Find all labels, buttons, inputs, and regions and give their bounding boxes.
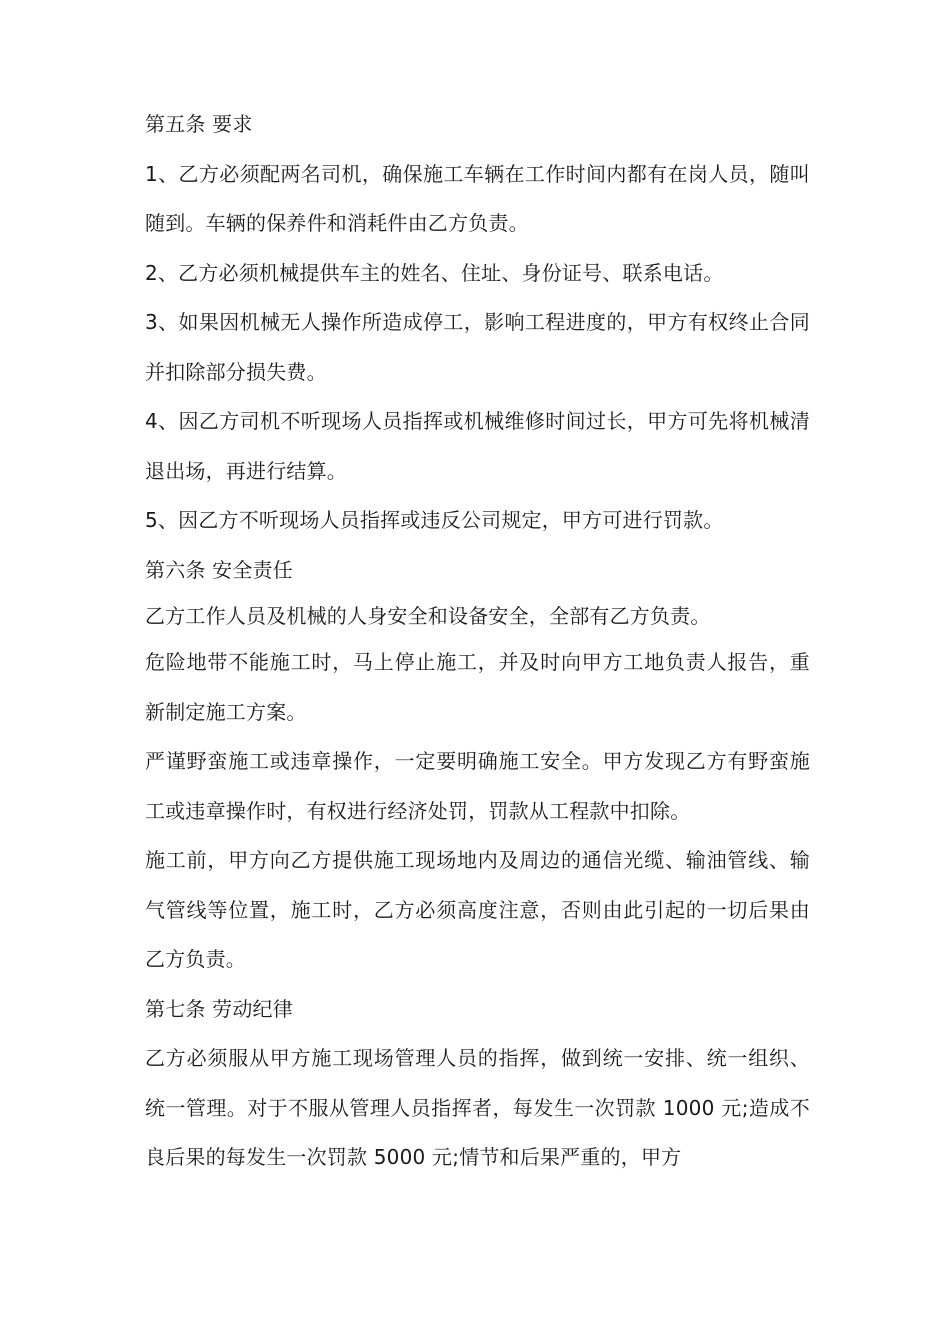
section-heading-5: 第五条 要求 xyxy=(145,112,253,136)
safety-paragraph-4: 施工前，甲方向乙方提供施工现场地内及周边的通信光缆、输油管线、输气管线等位置，施工时，乙方必须高度注意，否则由此引起的一切后果由乙方负责。 xyxy=(145,848,810,971)
clause-5-5: 5、因乙方不听现场人员指挥或违反公司规定，甲方可进行罚款。 xyxy=(145,508,724,532)
safety-paragraph-3: 严谨野蛮施工或违章操作，一定要明确施工安全。甲方发现乙方有野蛮施工或违章操作时，有权进行经济处罚，罚款从工程款中扣除。 xyxy=(145,749,810,823)
safety-paragraph-1: 乙方工作人员及机械的人身安全和设备安全，全部有乙方负责。 xyxy=(145,604,711,628)
safety-paragraph-2: 危险地带不能施工时，马上停止施工，并及时向甲方工地负责人报告，重新制定施工方案。 xyxy=(145,650,810,724)
section-heading-7: 第七条 劳动纪律 xyxy=(145,996,293,1021)
clause-5-3: 3、如果因机械无人操作所造成停工，影响工程进度的，甲方有权终止合同并扣除部分损失费。 xyxy=(145,310,810,384)
section-heading-6: 第六条 安全责任 xyxy=(145,557,293,582)
clause-5-4: 4、因乙方司机不听现场人员指挥或机械维修时间过长，甲方可先将机械清退出场，再进行结算。 xyxy=(145,409,810,483)
clause-5-2: 2、乙方必须机械提供车主的姓名、住址、身份证号、联系电话。 xyxy=(145,260,724,285)
clause-5-1: 1、乙方必须配两名司机，确保施工车辆在工作时间内都有在岗人员，随叫随到。车辆的保养件和消耗件由乙方负责。 xyxy=(145,161,810,235)
document-body xyxy=(145,100,810,1183)
discipline-paragraph-1: 乙方必须服从甲方施工现场管理人员的指挥，做到统一安排、统一组织、统一管理。对于不服从管理人员指挥者，每发生一次罚款 1000 元;造成不良后果的每发生一次罚款 5000 元;情节和后果严重的，甲方 xyxy=(145,1046,810,1169)
